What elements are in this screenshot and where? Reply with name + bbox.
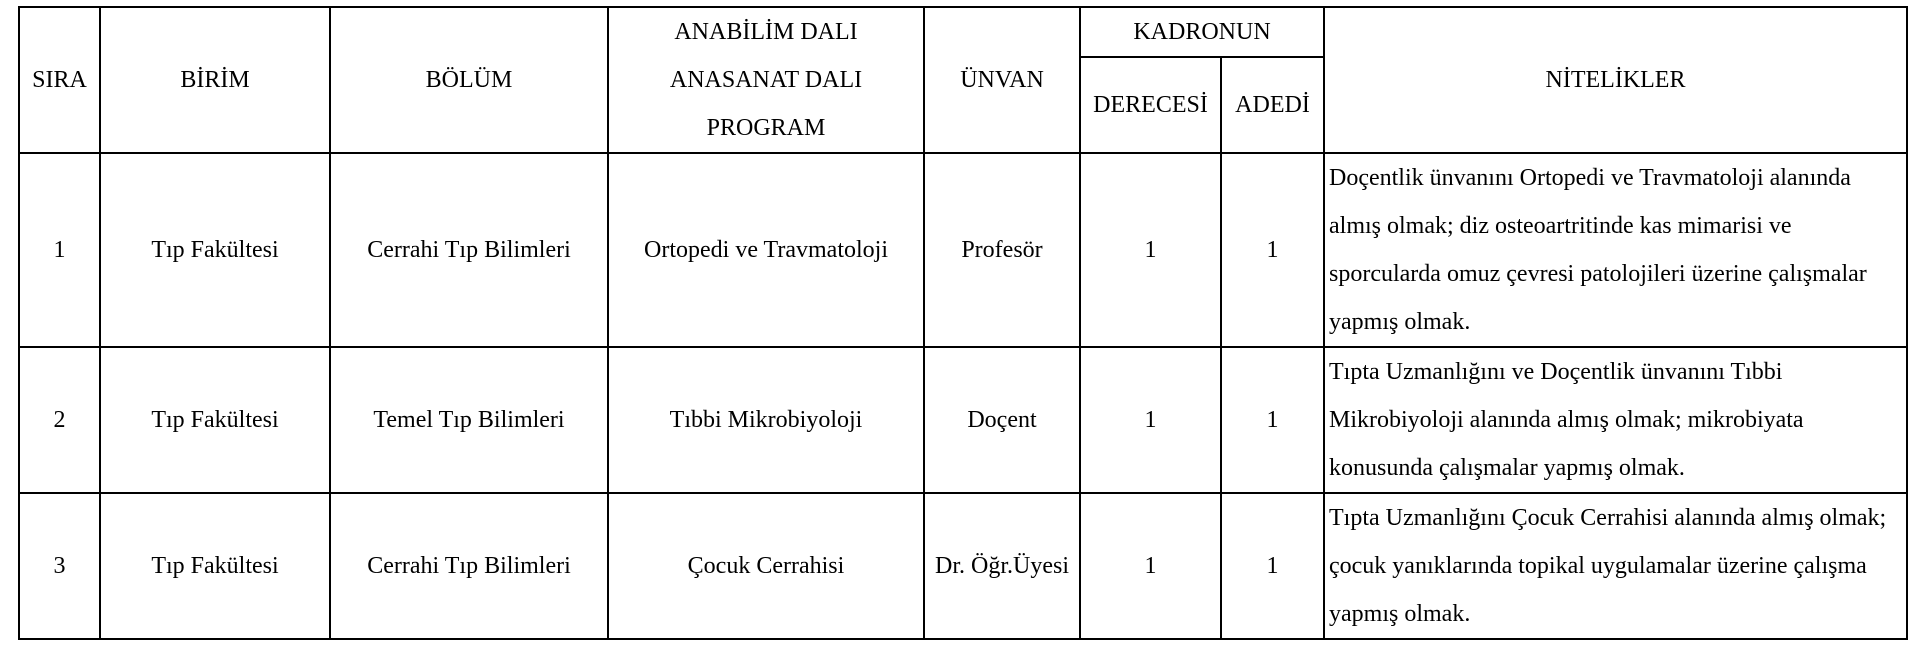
- header-bolum: BÖLÜM: [330, 7, 608, 153]
- cell-unvan: Doçent: [924, 347, 1080, 493]
- cell-sira: 2: [19, 347, 100, 493]
- table-row: [19, 347, 1907, 493]
- header-kadronun: KADRONUN: [1080, 7, 1324, 57]
- cell-birim: Tıp Fakültesi: [100, 153, 330, 347]
- header-derecesi: DERECESİ: [1080, 57, 1221, 153]
- cell-nitelikler: Tıpta Uzmanlığını Çocuk Cerrahisi alanında almış olmak; çocuk yanıklarında topikal uygulamalar üzerine çalışma yapmış olmak.: [1324, 493, 1907, 639]
- header-anabilim-dali: ANABİLİM DALI ANASANAT DALI PROGRAM: [608, 7, 924, 153]
- cell-derecesi: 1: [1080, 347, 1221, 493]
- cell-anabilim-dali: Ortopedi ve Travmatoloji: [608, 153, 924, 347]
- cell-anabilim-dali: Çocuk Cerrahisi: [608, 493, 924, 639]
- cell-sira: 1: [19, 153, 100, 347]
- cell-nitelikler: Tıpta Uzmanlığını ve Doçentlik ünvanını Tıbbi Mikrobiyoloji alanında almış olmak; mikrobiyata konusunda çalışmalar yapmış olmak.: [1324, 347, 1907, 493]
- cell-birim: Tıp Fakültesi: [100, 347, 330, 493]
- cell-bolum: Cerrahi Tıp Bilimleri: [330, 493, 608, 639]
- cell-adedi: 1: [1221, 153, 1324, 347]
- header-sira: SIRA: [19, 7, 100, 153]
- cell-derecesi: 1: [1080, 493, 1221, 639]
- cell-anabilim-dali: Tıbbi Mikrobiyoloji: [608, 347, 924, 493]
- header-birim: BİRİM: [100, 7, 330, 153]
- cell-birim: Tıp Fakültesi: [100, 493, 330, 639]
- cell-nitelikler: Doçentlik ünvanını Ortopedi ve Travmatoloji alanında almış olmak; diz osteoartritinde kas mimarisi ve sporcularda omuz çevresi patolojileri üzerine çalışmalar yapmış olmak.: [1324, 153, 1907, 347]
- header-nitelikler: NİTELİKLER: [1324, 7, 1907, 153]
- table-row: [19, 153, 1907, 347]
- cell-adedi: 1: [1221, 347, 1324, 493]
- cell-derecesi: 1: [1080, 153, 1221, 347]
- position-announcement-table-wrapper: [18, 6, 1908, 640]
- header-adedi: ADEDİ: [1221, 57, 1324, 153]
- header-unvan: ÜNVAN: [924, 7, 1080, 153]
- cell-unvan: Profesör: [924, 153, 1080, 347]
- position-announcement-table: [18, 6, 1908, 640]
- cell-adedi: 1: [1221, 493, 1324, 639]
- header-row-top: [19, 7, 1907, 57]
- cell-bolum: Cerrahi Tıp Bilimleri: [330, 153, 608, 347]
- table-row: [19, 493, 1907, 639]
- cell-bolum: Temel Tıp Bilimleri: [330, 347, 608, 493]
- cell-sira: 3: [19, 493, 100, 639]
- cell-unvan: Dr. Öğr.Üyesi: [924, 493, 1080, 639]
